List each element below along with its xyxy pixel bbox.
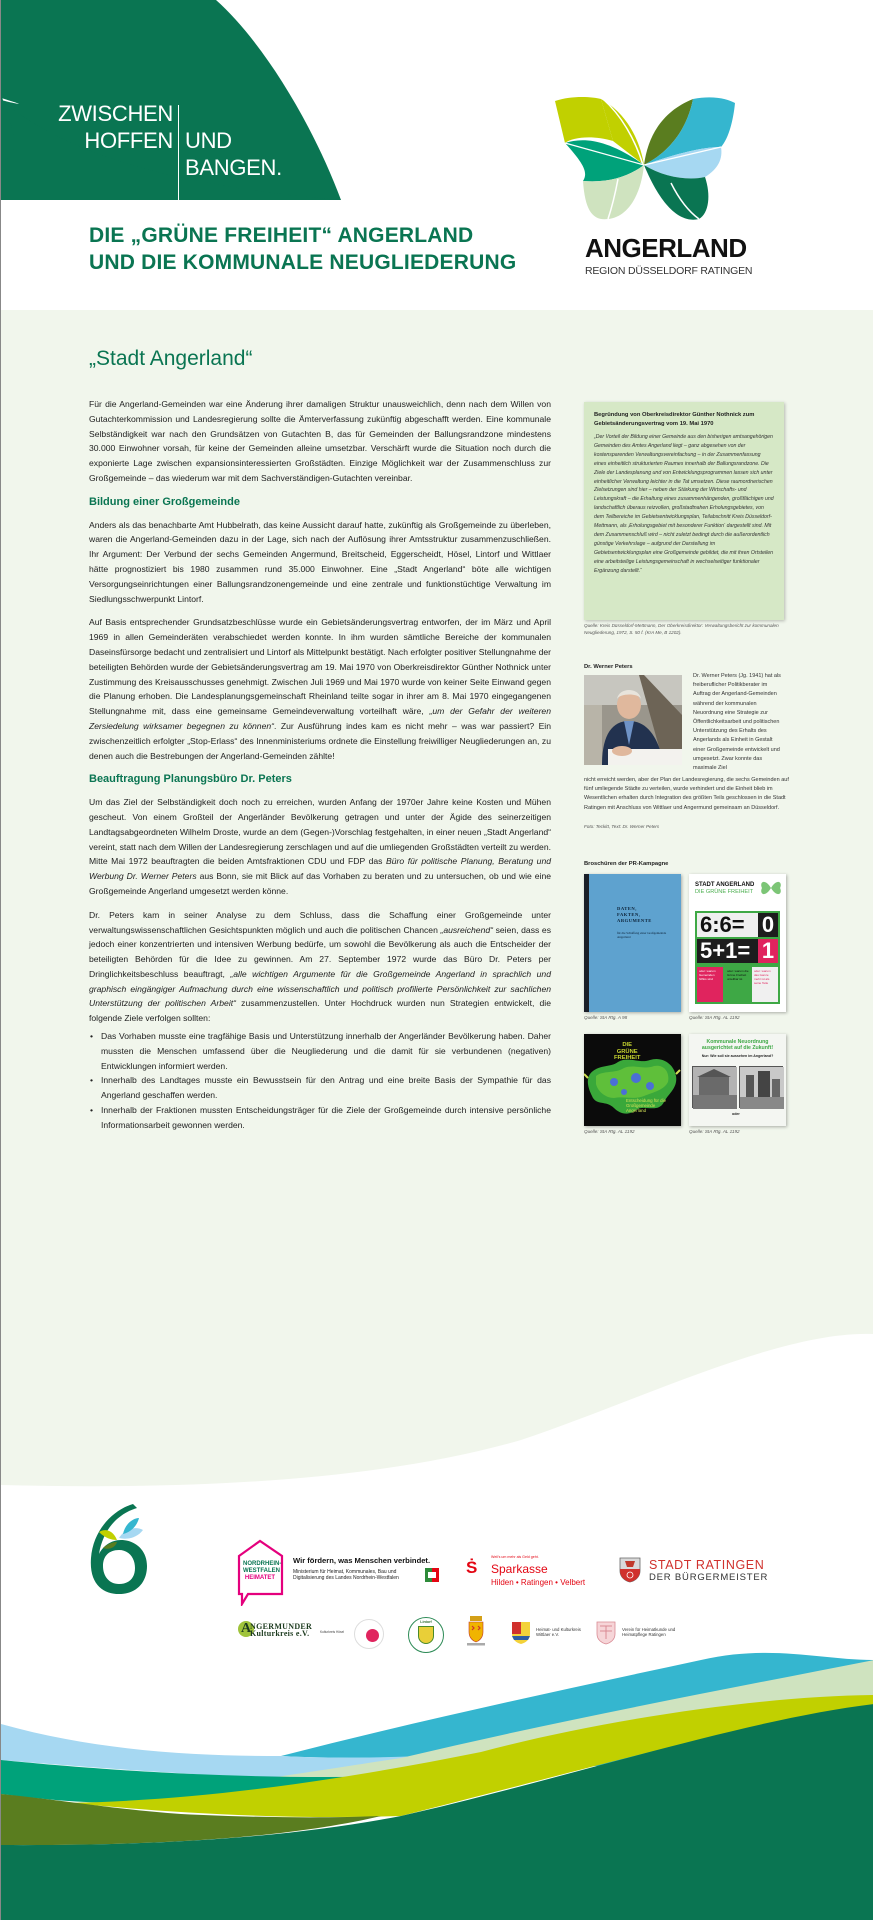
historic-photo-left bbox=[692, 1066, 736, 1108]
brochure-subtitle: Entscheidung für die Großgemeinde Angerland bbox=[626, 1098, 667, 1113]
partner-logos: A NGERMUNDER Kulturkreis e.V. Kulturkreis Hösel Lintorf Heimat- und Kulturkreis Wittlaer e.V. Verein für Heimatkunde und Heimatpflege Ratingen bbox=[236, 1610, 796, 1655]
peters-bio: Dr. Werner Peters (Jg. 1941) hat als freiberuflicher Politikberater im Auftrag der Angerland-Gemeinden während der kommunalen Neuordnung eine Strategie zur Öffentlichkeitsarbeit und politischen Unterstützung des Erhalts des Angerlands als Einheit in Gestalt einer Großgemeinde entwickelt und umgesetzt. Zwar konnte das maximale Ziel bbox=[693, 673, 781, 772]
logo-name: ANGERLAND bbox=[585, 233, 747, 263]
brochure-spine bbox=[584, 874, 589, 1012]
brochure-daten-fakten bbox=[584, 874, 681, 1012]
photo-credit: Foto: Teckitt, Text: Dr. Werner Peters bbox=[584, 824, 660, 829]
brochure-subtitle: für die Schaffung einer Großgemeinde Angerland bbox=[617, 931, 667, 940]
paragraph: Um das Ziel der Selbständigkeit doch noch zu erreichen, wurden Anfang der 1970er Jahre keine Kosten und Mühen gescheut. Von einem Großteil der Angerländer Bevölkerung getragen und unter der Ägide des seinerzeitigen Landtagsabgeordneten Wilhelm Droste, wurde an dem (Gegen-)Vorschlag festgehalten, in einer neuen „Stadt Angerland“ vereint, statt nach dem Willen der Landesregierung zerschlagen und auf die umliegenden Großstädten verteilt zu werden. Mitte Mai 1972 beauftragten die beiden Amtsfraktionen CDU und FDP das Büro für politische Planung, Beratung und Werbung Dr. Werner Peters aus Bonn, sie mit Blick auf das Vorhaben zu beraten und zu untersuchen, ob und wie eine Großgemeinde Angerland umgesetzt werden könne. bbox=[89, 797, 552, 896]
brochure-caption: Quelle: StA Rtg. AL 1192 bbox=[689, 1015, 740, 1020]
historic-photo-right bbox=[739, 1066, 783, 1108]
main-text-column bbox=[89, 397, 551, 1133]
brochure-caption: Quelle: StA Rtg. AL 1192 bbox=[584, 1129, 635, 1134]
brochure-caption: Quelle: StA Rtg. AL 1192 bbox=[689, 1129, 740, 1134]
motto-left: ZWISCHEN HOFFEN bbox=[58, 101, 173, 153]
peters-label: Dr. Werner Peters bbox=[584, 664, 633, 670]
kulturkreis-hoesel-label: Kulturkreis Hösel bbox=[320, 1630, 345, 1634]
ministry-name: Ministerium für Heimat, Kommunales, Bau und Digitalisierung des Landes Nordrhein-Westfalen bbox=[293, 1569, 399, 1582]
paragraph: Anders als das benachbarte Amt Hubbelrath, das keine Aussicht darauf hatte, zukünftig als Großgemeinde zu überleben, waren die Angerland-Gemeinden dazu in der Lage, sich nach der Auflösung ihrer Amtsstruktur zusammenzuschließen. Ihr Argument: Der Verbund der sechs Gemeinden Angermund, Breitscheid, Eggerscheidt, Hösel, Lintorf und Wittlaer hätte prognostiziert bis 1980 zusammen rund 35.000 Einwohner. Eine „Stadt Angerland“ böte alle wichtigen Versorgungseinrichtungen einer Ballungsrandzonengemeinde und eine zentrale und funktionstüchtige Verwaltung im Siedlungsschwerpunkt Lintorf. bbox=[89, 519, 551, 604]
logo-subtitle: REGION DÜSSELDORF RATINGEN bbox=[585, 265, 753, 277]
leaf-banner-shape bbox=[1, 0, 361, 210]
paragraph: Dr. Peters kam in seiner Analyse zu dem Schluss, dass die Schaffung einer Großgemeinde unter verwaltungswissenschaftlichen Gesichtspunkten möglich und auch die politischen Chancen „ausreichend“ seien, dass es jedoch einer konzentrierten und intensiven Werbung bedürfe, um sowohl die Bevölkerung als auch die Entscheider der beteiligten Behörden für die Idee zu gewinnen. Am 27. September 1972 wurde das Büro Dr. Peters per Dringlichkeitsbeschluss beauftragt, „alle wichtigen Argumente für die Großgemeinde Angerland in sprachlich und graphisch eingängiger Aufmachung durch eine wissenschaftlich und politisch profilierte Persönlichkeit zur sachlichen Unterstützung der politischen Arbeit“ zusammenzustellen. Unter Hochdruck wurden nun Strategien entwickelt, die folgende Ziele verfolgen sollten: bbox=[89, 909, 551, 1024]
equation-grid: 6:6= 0 5+1= 1 oder: warum Gemeinden hilflos sind oder: warum die Grüne Freiheit unteilbar ist oder: warum das Ganze mehr ist als seine Teile bbox=[695, 911, 780, 1004]
list-item: • Das Vorhaben musste eine tragfähige Basis und Unterstützung innerhalb der Angerländer Bevölkerung haben. Daher mussten die Menschen umfassend über die Neugliederung und die damit für sie verbundenen (negativen) Entwicklungen informiert werden. bbox=[89, 1029, 551, 1073]
quote-box bbox=[584, 402, 784, 620]
portrait-image bbox=[584, 675, 682, 765]
motto-divider bbox=[178, 105, 179, 201]
portrait-photo bbox=[584, 675, 682, 765]
motto-right: UND BANGEN. bbox=[185, 128, 282, 180]
page-title: DIE „GRÜNE FREIHEIT“ ANGERLAND UND DIE KOMMUNALE NEUGLIEDERUNG bbox=[89, 224, 517, 274]
nrw-claim: Wir fördern, was Menschen verbindet. bbox=[293, 1556, 431, 1565]
sparkasse-logo: Ṡ Weil's um mehr als Geld geht. Sparkasse Hilden • Ratingen • Velbert bbox=[466, 1555, 586, 1587]
lintorf-logo: Lintorf bbox=[408, 1617, 444, 1653]
divider-word: oder bbox=[732, 1112, 740, 1116]
nrw-label: NORDRHEIN- WESTFALEN HEIMATET bbox=[243, 1561, 282, 1581]
heading-beauftragung: Beauftragung Planungsbüro Dr. Peters bbox=[89, 773, 292, 786]
quote-title: Begründung von Oberkreisdirektor Günther Nothnick zum Gebietsänderungsvertrag vom 19. Mai 1970 bbox=[594, 412, 755, 427]
brochure-subtitle: Nur: Wie soll sie aussehen im Angerland? bbox=[701, 1054, 774, 1058]
intro-paragraph: Für die Angerland-Gemeinden war eine Änderung ihrer damaligen Struktur unausweichlich, denn nach dem Willen von Gutachterkommission und Landesregierung sollte die Ämterverfassung zukünftig abgeschafft werden. Eine kommunale Selbständigkeit war nach den Grundsätzen von Gutachten B, das für Gemeinden der Ballungsrandzone mindestens 30.000 Einwohner vorsah, für keine der Gemeinden alleine umsetzbar. Verschärft wurde die Situation noch durch die exponierte Lage zwischen expansionsinteressierten Großstädten. Einzige Möglichkeit war der Zusammenschluss zur Großgemeinde – das wiederum war mit dem Sachverständigen-Gutachten vereinbar. bbox=[89, 399, 551, 483]
butterfly-logo-icon bbox=[553, 95, 783, 235]
section-title: „Stadt Angerland“ bbox=[89, 347, 253, 370]
peters-bio-continued: nicht erreicht werden, aber der Plan der Landesregierung, die sechs Gemeinden auf fünf umliegende Städte zu verteilen, wurde verhindert und die Einheit blieb im Wesentlichen erhalten durch Integration des größten Teils geschlossen in die Stadt Ratingen mit Anschluss von Wittlaer und Angermund gemeinsam an Düsseldorf. bbox=[584, 777, 789, 811]
brochure-header: STADT ANGERLAND bbox=[695, 882, 755, 888]
header bbox=[1, 0, 873, 310]
wittlaer-label: Heimat- und Kulturkreis Wittlaer e.V. bbox=[536, 1627, 581, 1638]
brochure-title: Kommunale Neuordnung ausgerichtet auf die Zukunft! bbox=[701, 1039, 774, 1052]
quote-source: Quelle: Kreis Düsseldorf-Mettmann, Der Oberkreisdirektor: Verwaltungsbericht zur kommunalen Neugliederung, 1972, S. 50 f. (KrA Me, B 1202). bbox=[584, 623, 779, 635]
paragraph: Auf Basis entsprechender Grundsatzbeschlüsse wurde ein Gebietsänderungsvertrag entworfen, der im März und April 1969 in allen Gemeinderäten verabschiedet werden konnte. In ihm wurden sämtliche Bereiche der kommunalen Daseinsfürsorge bedacht und zentralisiert und Lintorf als Mittelpunkt bestätigt. Nach erfolgter positiver Stellungnahme der beteiligten Behörden wurde der Gebietsänderungsvertrag am 19. Mai 1970 von Oberkreisdirektor Günther Nothnick unter Zustimmung des Kreisausschusses genehmigt. Zwischen Juli 1969 und Mai 1970 wurde von keiner Seite Einwand gegen die Planung erhoben. Die Landesplanungsgemeinschaft Rheinland teilte sogar in ihrer am 8. Mai 1970 eingegangenen Stellungnahme mit, dass eine gemeinsame Gemeindeverwaltung vorteilhaft wäre, „um der Gefahr der weiteren Zersiedelung wirksamer begegnen zu können“. Zur Ausführung indes kam es nicht mehr – was war passiert? Ein zwischenzeitlich erfolgter „Stop-Erlass“ des Innenministeriums ordnete die Einstellung freiwilliger Neugliederungen an, zu denen auch die Bestrebungen der Angerland-Gemeinden zählte! bbox=[89, 617, 551, 761]
brochure-subheader: DIE GRÜNE FREIHEIT bbox=[695, 889, 754, 895]
heimatkunde-label: Verein für Heimatkunde und Heimatpflege Ratingen bbox=[622, 1627, 676, 1638]
butterfly-icon bbox=[759, 878, 783, 898]
footer-waves bbox=[1, 1300, 873, 1920]
brochure-title: DIE GRÜNE FREIHEIT bbox=[614, 1042, 641, 1061]
brochures-label: Broschüren der PR-Kampagne bbox=[584, 861, 669, 867]
brochure-caption: Quelle: StA Rtg. A 98 bbox=[584, 1015, 628, 1020]
stadt-ratingen-logo: STADT RATINGEN DER BÜRGERMEISTER bbox=[619, 1555, 794, 1585]
goals-list bbox=[89, 1029, 551, 1133]
heading-bildung: Bildung einer Großgemeinde bbox=[89, 495, 240, 508]
brochure-gruene-freiheit bbox=[584, 1034, 681, 1126]
sparkasse-s-icon: Ṡ bbox=[466, 1558, 478, 1577]
brochure-title: DATEN, FAKTEN, ARGUMENTE bbox=[617, 906, 652, 923]
list-item: • Innerhalb der Fraktionen mussten Entscheidungsträger für die Ziele der Großgemeinde durch intensive persönliche Informationsarbeit gewonnen werden. bbox=[89, 1103, 551, 1133]
list-item: • Innerhalb des Landtages musste ein Bewusstsein für den Antrag und eine breite Basis der Sympathie für das Angerland geschaffen werden. bbox=[89, 1073, 551, 1103]
brochure-kommunale-neuordnung bbox=[689, 1034, 786, 1126]
brochure-stadt-angerland bbox=[689, 874, 786, 1012]
quote-text: „Der Vorteil der Bildung einer Gemeinde aus den bisherigen amtsangehörigen Gemeinden des Amtes Angerland liegt – ganz abgesehen von der kostensparenden Verwaltungsvereinfachung – in der Zusammenfassung eines einheitlich strukturierten Raumes innerhalb der Ballungsrandzone. Die Ziele der Landesplanung und von Entwicklungsprogrammen lassen sich unter einheitlicher Verwaltung leichter in die Tat umsetzen. Diese raumordnerischen Zielsetzungen sind hier – neben der Stärkung der Wirtschafts- und Leistungskraft – die Erhaltung eines zusammenhängenden, großflächigen und landschaftlich überaus reizvollen, großstadtnahen Erholungsgebietes, von dem Teilbereiche im Gebietsentwicklungsplan, Teilabschnitt Kreis Düsseldorf-Mettmann, als ‚Erholungsgebiet mit besonderer Funktion‘ dargestellt sind. Mit dem Zusammenschluß wird – nicht zuletzt bedingt durch die außerordentlich günstige Verkehrslage – aufgrund der Darstellung im Gebietsentwicklungsplan eine Großgemeinde gebildet, die mit ihren Ortsteilen eine arbeitsteilige Leistungsgemeinschaft in wechselseitiger funktionaler Ergänzung darstellt.“ bbox=[594, 434, 774, 574]
